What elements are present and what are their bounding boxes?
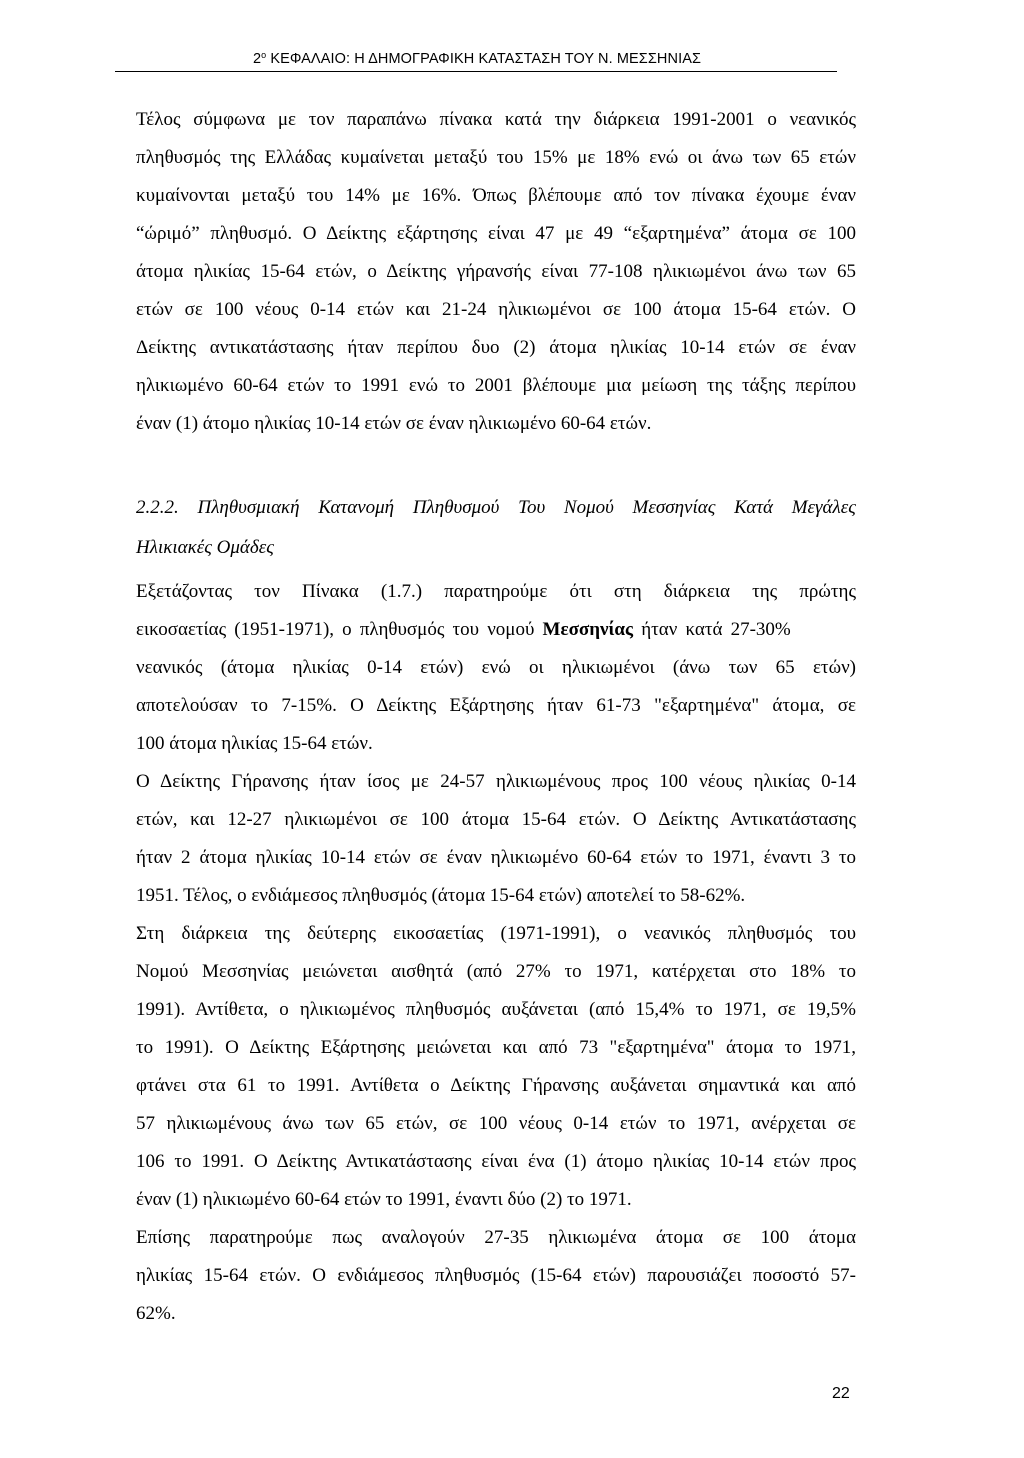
text-line: το 1991). Ο Δείκτης Εξάρτησης μειώνεται και από 73 "εξαρτημένα" άτομα το 1971, — [136, 1037, 856, 1058]
text-line: άτομα ηλικίας 15-64 ετών, ο Δείκτης γήρανσής είναι 77-108 ηλικιωμένοι άνω των 65 — [136, 261, 856, 282]
text-line: 62%. — [136, 1303, 176, 1324]
section-title-word: Μεσσηνίας — [632, 497, 716, 518]
text-line: κυμαίνονται μεταξύ του 14% με 16%. Όπως βλέπουμε από τον πίνακα έχουμε έναν — [136, 185, 856, 206]
text-line: Ο Δείκτης Γήρανσης ήταν ίσος με 24-57 ηλικιωμένους προς 100 νέους ηλικίας 0-14 — [136, 771, 856, 792]
text-line — [136, 611, 856, 649]
text-line: 1991). Αντίθετα, ο ηλικιωμένος πληθυσμός αυξάνεται (από 15,4% το 1971, σε 19,5% — [136, 999, 856, 1020]
text-run: ήταν κατά 27-30% — [633, 619, 791, 640]
running-header — [118, 50, 836, 67]
text-line: νεανικός (άτομα ηλικίας 0-14 ετών) ενώ οι ηλικιωμένοι (άνω των 65 ετών) — [136, 657, 856, 678]
text-line: Δείκτης αντικατάστασης ήταν περίπου δυο (2) άτομα ηλικίας 10-14 ετών σε έναν — [136, 337, 856, 358]
text-line: “ώριμό” πληθυσμό. Ο Δείκτης εξάρτησης είναι 47 με 49 “εξαρτημένα” άτομα σε 100 — [136, 223, 856, 244]
text-line: Τέλος σύμφωνα με τον παραπάνω πίνακα κατά την διάρκεια 1991-2001 ο νεανικός — [136, 109, 856, 130]
section-title-word: Κατανομή — [318, 497, 395, 518]
section-paragraph — [136, 1219, 856, 1333]
text-line: 106 το 1991. Ο Δείκτης Αντικατάστασης είναι ένα (1) άτομο ηλικίας 10-14 ετών προς — [136, 1151, 856, 1172]
section-title-word: Κατά — [734, 497, 774, 518]
text-line: αποτελούσαν το 7-15%. Ο Δείκτης Εξάρτησης ήταν 61-73 "εξαρτημένα" άτομα, σε — [136, 695, 856, 716]
section-paragraph — [136, 763, 856, 915]
section-paragraph — [136, 573, 856, 763]
text-line: έναν (1) ηλικιωμένο 60-64 ετών το 1991, έναντι δύο (2) το 1971. — [136, 1189, 632, 1210]
section-title-word: Νομού — [563, 497, 614, 518]
section-body — [136, 573, 856, 1333]
section-number: 2.2.2. — [136, 497, 179, 518]
page-number: 22 — [832, 1385, 850, 1402]
bold-text: Μεσσηνίας — [542, 619, 634, 640]
text-line: πληθυσμός της Ελλάδας κυμαίνεται μεταξύ του 15% με 18% ενώ οι άνω των 65 ετών — [136, 147, 856, 168]
chapter-title: ΚΕΦΑΛΑΙΟ: Η ΔΗΜΟΓΡΑΦΙΚΗ ΚΑΤΑΣΤΑΣΗ ΤΟΥ Ν. ΜΕΣΣΗΝΙΑΣ — [266, 51, 702, 67]
text-run: εικοσαετίας (1951-1971), ο πληθυσμός του νομού — [136, 619, 543, 640]
text-line: Εξετάζοντας τον Πίνακα (1.7.) παρατηρούμε ότι στη διάρκεια της πρώτης — [136, 581, 856, 602]
section-heading — [136, 488, 856, 568]
text-line: ετών σε 100 νέους 0-14 ετών και 21-24 ηλικιωμένοι σε 100 άτομα 15-64 ετών. Ο — [136, 299, 856, 320]
section-heading-line-2: Ηλικιακές Ομάδες — [136, 537, 274, 558]
text-line: έναν (1) άτομο ηλικίας 10-14 ετών σε έναν ηλικιωμένο 60-64 ετών. — [136, 413, 652, 434]
section-title-word: Μεγάλες — [791, 497, 856, 518]
chapter-number-superscript: ο — [261, 50, 267, 60]
section-title-word: Του — [518, 497, 546, 518]
section-paragraph — [136, 915, 856, 1219]
section-title-word: Πληθυσμιακή — [197, 497, 300, 518]
section-title-word: Πληθυσμού — [412, 497, 500, 518]
header-rule — [115, 71, 837, 72]
text-line: 100 άτομα ηλικίας 15-64 ετών. — [136, 733, 373, 754]
text-line: ηλικίας 15-64 ετών. Ο ενδιάμεσος πληθυσμός (15-64 ετών) παρουσιάζει ποσοστό 57- — [136, 1265, 856, 1286]
text-line: ετών, και 12-27 ηλικιωμένοι σε 100 άτομα 15-64 ετών. Ο Δείκτης Αντικατάστασης — [136, 809, 856, 830]
text-line: 1951. Τέλος, ο ενδιάμεσος πληθυσμός (άτομα 15-64 ετών) αποτελεί το 58-62%. — [136, 885, 746, 906]
section-heading-line-1 — [136, 488, 856, 528]
text-line: Στη διάρκεια της δεύτερης εικοσαετίας (1971-1991), ο νεανικός πληθυσμός του — [136, 923, 856, 944]
text-line: 57 ηλικιωμένους άνω των 65 ετών, σε 100 νέους 0-14 ετών το 1971, ανέρχεται σε — [136, 1113, 856, 1134]
intro-paragraph — [136, 101, 856, 443]
text-line: Νομού Μεσσηνίας μειώνεται αισθητά (από 27% το 1971, κατέρχεται στο 18% το — [136, 961, 856, 982]
text-line: φτάνει στα 61 το 1991. Αντίθετα ο Δείκτης Γήρανσης αυξάνεται σημαντικά και από — [136, 1075, 856, 1096]
chapter-number: 2 — [252, 51, 262, 67]
text-line: ήταν 2 άτομα ηλικίας 10-14 ετών σε έναν ηλικιωμένο 60-64 ετών το 1971, έναντι 3 το — [136, 847, 856, 868]
text-line: ηλικιωμένο 60-64 ετών το 1991 ενώ το 2001 βλέπουμε μια μείωση της τάξης περίπου — [136, 375, 856, 396]
text-line: Επίσης παρατηρούμε πως αναλογούν 27-35 ηλικιωμένα άτομα σε 100 άτομα — [136, 1227, 856, 1248]
